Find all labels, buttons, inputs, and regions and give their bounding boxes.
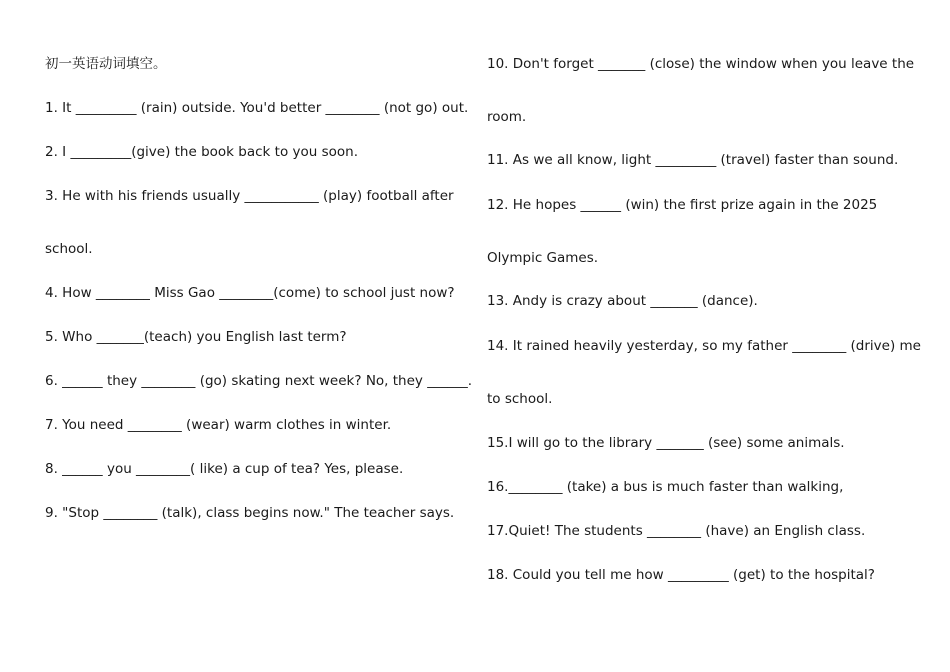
question-5: 5. Who _______(teach) you English last term? [45, 329, 347, 345]
question-8: 8. ______ you ________( like) a cup of tea? Yes, please. [45, 461, 404, 477]
question-15: 15.I will go to the library _______ (see) some animals. [487, 435, 845, 451]
question-16: 16.________ (take) a bus is much faster than walking, [487, 479, 844, 495]
question-7: 7. You need ________ (wear) warm clothes in winter. [45, 417, 392, 433]
question-13: 13. Andy is crazy about _______ (dance). [487, 293, 758, 309]
question-11: 11. As we all know, light _________ (travel) faster than sound. [487, 152, 899, 168]
question-10: 10. Don't forget _______ (close) the window when you leave the [487, 56, 915, 72]
question-12-continued: Olympic Games. [487, 250, 599, 266]
question-18: 18. Could you tell me how _________ (get) to the hospital? [487, 567, 875, 583]
question-9: 9. "Stop ________ (talk), class begins now." The teacher says. [45, 505, 455, 521]
question-3-continued: school. [45, 241, 93, 257]
worksheet-title: 初一英语动词填空。 [45, 56, 167, 72]
question-17: 17.Quiet! The students ________ (have) an English class. [487, 523, 866, 539]
question-6: 6. ______ they ________ (go) skating next week? No, they ______. [45, 373, 472, 389]
question-12: 12. He hopes ______ (win) the first prize again in the 2025 [487, 197, 878, 213]
question-2: 2. I _________(give) the book back to you soon. [45, 144, 358, 160]
question-4: 4. How ________ Miss Gao ________(come) to school just now? [45, 285, 455, 301]
question-3: 3. He with his friends usually ___________ (play) football after [45, 188, 454, 204]
question-10-continued: room. [487, 109, 527, 125]
question-1: 1. It _________ (rain) outside. You'd better ________ (not go) out. [45, 100, 469, 116]
question-14-continued: to school. [487, 391, 553, 407]
question-14: 14. It rained heavily yesterday, so my father ________ (drive) me [487, 338, 921, 354]
